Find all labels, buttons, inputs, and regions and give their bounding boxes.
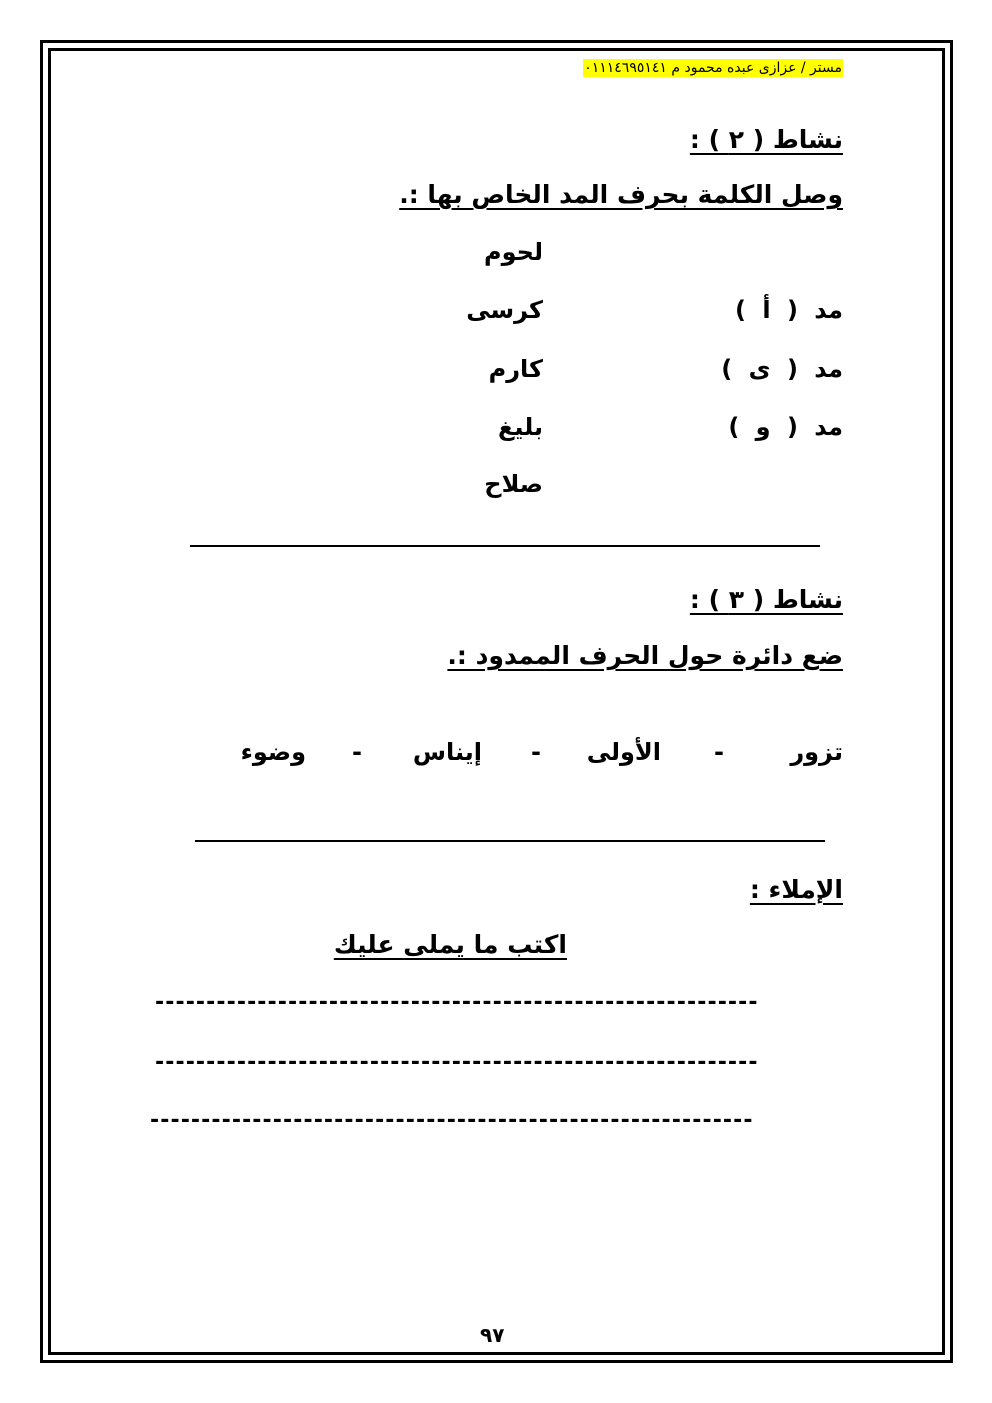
section-divider-1: [190, 545, 820, 547]
activity3-separator-3: -: [352, 738, 362, 766]
activity2-title: نشاط ( ٢ ) :: [689, 125, 843, 154]
dictation-line-2: -----------------------------------------------------------: [155, 1050, 759, 1075]
activity3-word-4: وضوء: [240, 738, 306, 766]
teacher-header: مستر / عزازى عبده محمود م ٠١١١٤٦٩٥١٤١: [584, 60, 842, 76]
activity2-letter-alef: مد ( أ ): [735, 296, 843, 324]
activity2-word-5: صلاح: [484, 470, 543, 498]
activity3-word-2: الأولى: [586, 738, 661, 766]
activity3-word-1: تزور: [790, 738, 843, 766]
activity2-instruction: وصل الكلمة بحرف المد الخاص بها :.: [399, 180, 843, 209]
dictation-title: الإملاء :: [749, 875, 843, 904]
activity3-title: نشاط ( ٣ ) :: [689, 585, 843, 614]
section-divider-2: [195, 840, 825, 842]
activity3-word-3: إيناس: [412, 738, 482, 766]
dictation-line-1: -----------------------------------------------------------: [155, 990, 759, 1015]
activity3-separator-1: -: [714, 738, 724, 766]
dictation-line-3: -----------------------------------------------------------: [150, 1108, 754, 1133]
activity3-separator-2: -: [531, 738, 541, 766]
dictation-instruction: اكتب ما يملى عليك: [333, 930, 567, 959]
activity2-word-2: كرسى: [466, 296, 543, 324]
page-number: ٩٧: [480, 1323, 505, 1347]
activity3-instruction: ضع دائرة حول الحرف الممدود :.: [447, 641, 843, 670]
activity2-word-1: لحوم: [484, 238, 543, 266]
activity2-word-4: بليغ: [498, 413, 543, 441]
activity2-letter-waw: مد ( و ): [728, 413, 843, 441]
activity2-word-3: كارم: [488, 355, 543, 383]
activity2-letter-yaa: مد ( ى ): [721, 355, 843, 383]
